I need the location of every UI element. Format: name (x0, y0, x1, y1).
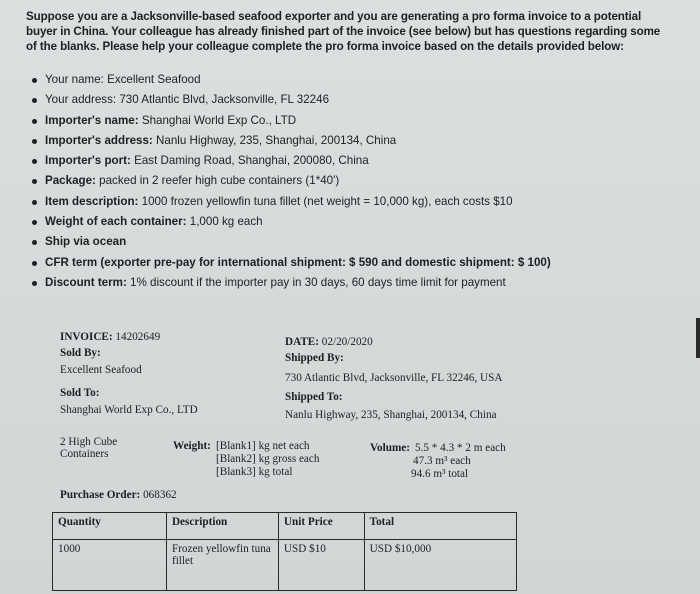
containers-line-1: 2 High Cube (60, 436, 118, 448)
sold-to-label: Sold To: (60, 387, 100, 399)
detail-value: 730 Atlantic Blvd, Jacksonville, FL 32246 (119, 93, 330, 107)
detail-label: Discount term: (45, 275, 127, 289)
edge-marker (696, 318, 700, 358)
sold-to-value: Shanghai World Exp Co., LTD (60, 404, 198, 416)
volume-dimensions: 5.5 * 4.3 * 2 m each (415, 442, 506, 454)
shipped-by-value: 730 Atlantic Blvd, Jacksonville, FL 32246, USA (285, 372, 503, 384)
invoice-date: DATE: 02/20/2020 (285, 336, 373, 348)
weight-blank3: [Blank3] kg total (216, 466, 293, 478)
shipped-by-label: Shipped By: (285, 352, 344, 364)
column-header: Total (364, 513, 516, 540)
line-items-table (52, 512, 517, 591)
weight-label: Weight: (173, 440, 211, 452)
shipped-to-value: Nanlu Highway, 235, Shanghai, 200134, China (285, 409, 497, 421)
detail-label: Your name: (45, 73, 104, 86)
volume-total: 94.6 m³ total (411, 468, 469, 480)
sold-by-label: Sold By: (60, 347, 101, 359)
detail-label: Your address: (45, 93, 117, 107)
containers-line-2: Containers (60, 448, 109, 460)
detail-label: Weight of each container: (45, 215, 187, 229)
question-intro: Suppose you are a Jacksonville-based seafood exporter and you are generating a pro forma invoice to a potential buyer in China. Your colleague has already finished part of the invoice (see below) but has questions regarding some of the blanks. Please help your colleague complete the pro forma invoice based on the details provided below: (26, 10, 661, 53)
detail-label: Importer's name: (45, 113, 139, 127)
column-header: Unit Price (278, 513, 364, 540)
detail-label: Item description: (45, 194, 139, 208)
cell-quantity: 1000 (53, 540, 167, 591)
detail-label: Importer's address: (45, 133, 153, 147)
column-header: Description (166, 513, 278, 540)
detail-label: Ship via ocean (45, 235, 127, 249)
sold-by-value: Excellent Seafood (60, 364, 142, 376)
invoice-number: INVOICE: 14202649 (60, 331, 161, 343)
table-row (53, 540, 517, 591)
detail-value: packed in 2 reefer high cube containers (1*40') (99, 174, 340, 188)
detail-label: Importer's port: (45, 154, 131, 168)
detail-value: Nanlu Highway, 235, Shanghai, 200134, China (156, 133, 397, 147)
detail-label: CFR term (exporter pre-pay for international shipment: $ 590 and domestic shipment: $ 100) (45, 255, 551, 269)
detail-value: East Daming Road, Shanghai, 200080, China (134, 154, 369, 168)
column-header: Quantity (53, 513, 167, 540)
shipped-to-label: Shipped To: (285, 391, 343, 403)
detail-value: 1,000 kg each (189, 215, 263, 229)
purchase-order: Purchase Order: 068362 (60, 489, 177, 501)
detail-label: Package: (45, 174, 96, 188)
volume-label: Volume: (370, 442, 410, 454)
detail-value: 1% discount if the importer pay in 30 days, 60 days time limit for payment (130, 275, 506, 289)
weight-blank2: [Blank2] kg gross each (216, 453, 320, 465)
detail-value: Excellent Seafood (107, 73, 201, 86)
volume-each: 47.3 m³ each (413, 455, 471, 467)
cell-total: USD $10,000 (364, 540, 516, 591)
cell-unit-price: USD $10 (278, 540, 364, 591)
detail-value: 1000 frozen yellowfin tuna fillet (net weight = 10,000 kg), each costs $10 (141, 194, 513, 208)
cell-description: Frozen yellowfin tuna fillet (166, 540, 278, 591)
table-header-row (53, 513, 517, 540)
weight-blank1: [Blank1] kg net each (216, 440, 310, 452)
detail-value: Shanghai World Exp Co., LTD (141, 113, 297, 127)
